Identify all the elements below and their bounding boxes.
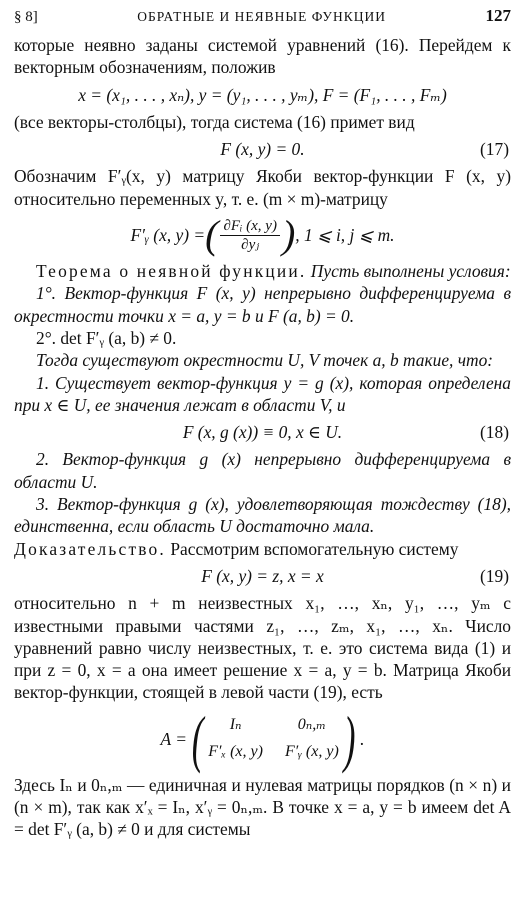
- matrix-right-paren: ): [343, 702, 356, 774]
- jacobian-range: , 1 ⩽ i, j ⩽ m.: [295, 224, 395, 245]
- paragraph-conclusion: Здесь Iₙ и 0ₙ,ₘ — единичная и нулевая матрицы порядков (n × n) и (n × m), так как x′ₓ = Iₙ, x′ᵧ = 0ₙ,ₘ. В точке x = a, y = b имеем det A = det F′ᵧ (a, b) ≠ 0 и для системы: [14, 774, 511, 840]
- theorem-conditions-intro: Пусть выполнены условия:: [310, 261, 511, 282]
- running-header: [14, 6, 511, 26]
- block-matrix: [208, 714, 339, 763]
- jacobian-lhs: F′ᵧ (x, y) =: [130, 224, 206, 245]
- matrix-left-paren: (: [191, 702, 204, 774]
- equation-18-number: (18): [480, 422, 509, 443]
- conclusion-3: 3. Вектор-функция g (x), удовлетворяющая тождеству (18), единственна, если область U достаточно мала.: [14, 494, 511, 537]
- proof-heading: Доказательство.: [14, 538, 166, 559]
- equation-17-body: F (x, y) = 0.: [220, 139, 305, 160]
- equation-17: [14, 138, 511, 160]
- running-title: ОБРАТНЫЕ И НЕЯВНЫЕ ФУНКЦИИ: [137, 9, 386, 24]
- conclusion-1: 1. Существует вектор-функция y = g (x), которая определена при x ∈ U, ее значения лежат в области V, и: [14, 372, 511, 415]
- equation-19-body: F (x, y) = z, x = x: [201, 565, 324, 586]
- fraction-denominator: ∂yⱼ: [241, 236, 260, 253]
- equation-17-number: (17): [480, 139, 509, 160]
- matrix-cell-12: 0ₙ,ₘ: [297, 716, 327, 734]
- condition-1: 1°. Вектор-функция F (x, y) непрерывно дифференцируема в окрестности точки x = a, y = b и F (a, b) = 0.: [14, 283, 511, 326]
- condition-2: 2°. det F′ᵧ (a, b) ≠ 0.: [36, 327, 177, 348]
- equation-jacobian: [14, 212, 511, 258]
- equation-vectors: x = (x₁, . . . , xₙ), y = (y₁, . . . , yₘ), F = (F₁, . . . , Fₘ): [78, 84, 447, 105]
- fraction-numerator: ∂Fᵢ (x, y): [220, 217, 280, 236]
- left-paren: (: [205, 212, 219, 258]
- matrix-a-period: .: [360, 728, 365, 749]
- matrix-cell-11: Iₙ: [229, 716, 242, 734]
- conclusion-2: 2. Вектор-функция g (x) непрерывно дифференцируема в области U.: [14, 449, 511, 492]
- matrix-cell-21: F′ₓ (x, y): [208, 742, 263, 760]
- section-marker: § 8]: [14, 9, 38, 25]
- equation-18-body: F (x, g (x)) ≡ 0, x ∈ U.: [182, 422, 343, 443]
- matrix-a-lhs: A =: [160, 728, 187, 749]
- equation-18: [14, 421, 511, 443]
- matrix-cell-22: F′ᵧ (x, y): [284, 742, 339, 760]
- conclusion-intro: Тогда существуют окрестности U, V точек a, b такие, что:: [36, 350, 494, 371]
- theorem-statement: [14, 260, 511, 282]
- right-paren: ): [281, 212, 296, 258]
- paragraph-intro: которые неявно заданы системой уравнений (16). Перейдем к векторным обозначениям, положив: [14, 35, 511, 78]
- proof-start: [14, 538, 511, 560]
- equation-matrix-a: [14, 702, 511, 774]
- paragraph-unknowns: относительно n + m неизвестных x₁, …, xₙ, y₁, …, yₘ с известными правыми частями z₁, …, zₘ, x₁, …, xₙ. Число уравнений равно числу неизвестных, т. е. это система вида (1) и при z = 0, x = a она имеет решение x = a, y = b. Матрица Якоби вектор-функции, стоящей в левой части (19), есть: [14, 593, 511, 703]
- equation-19-number: (19): [480, 565, 509, 586]
- equation-19: [14, 565, 511, 587]
- partial-fraction: [220, 217, 280, 254]
- page-number: 127: [485, 6, 511, 25]
- paragraph-jacobian-def: Обозначим F′ᵧ(x, y) матрицу Якоби вектор-функции F (x, y) относительно переменных y, т. е. (m × m)-матрицу: [14, 166, 511, 209]
- page-body: [14, 34, 511, 841]
- theorem-heading: Теорема о неявной функции.: [36, 261, 307, 282]
- proof-text: Рассмотрим вспомогательную систему: [170, 538, 459, 559]
- paragraph-columns: (все векторы-столбцы), тогда система (16) примет вид: [14, 111, 415, 132]
